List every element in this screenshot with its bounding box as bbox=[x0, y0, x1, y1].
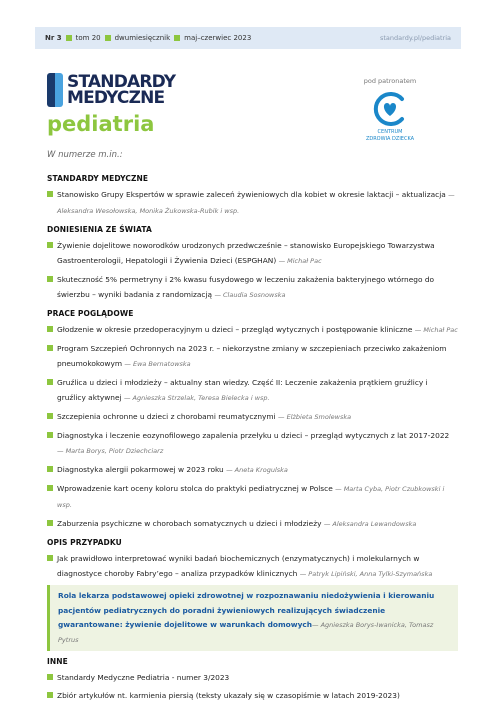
article-link[interactable] bbox=[47, 322, 458, 338]
section-heading: OPIS PRZYPADKU bbox=[47, 538, 122, 547]
green-bullet-icon bbox=[47, 345, 53, 351]
article-title: Diagnostyka alergii pokarmowej w 2023 roku bbox=[57, 465, 224, 474]
article-authors: — Michał Pac bbox=[278, 257, 322, 265]
article-link[interactable] bbox=[47, 670, 458, 685]
article-link[interactable] bbox=[47, 272, 458, 303]
article-link[interactable] bbox=[47, 462, 458, 478]
article-link[interactable] bbox=[47, 341, 458, 372]
green-bullet-icon bbox=[47, 326, 53, 332]
journal-subtitle: pediatria bbox=[47, 112, 155, 136]
article-authors: — Aneta Krogulska bbox=[226, 466, 288, 474]
article-title: Program Szczepień Ochronnych na 2023 r. – niekorzystne zmiany w szczepieniach przeciwko zakażeniom pneumokokowym bbox=[57, 344, 447, 368]
article-authors: — Aleksandra Wesołowska, Monika Żukowska-Rubik i wsp. bbox=[57, 191, 455, 215]
article-authors: — Marta Cyba, Piotr Czubkowski i wsp. bbox=[57, 485, 445, 509]
green-bullet-icon bbox=[47, 379, 53, 385]
article-authors: — Aleksandra Lewandowska bbox=[323, 520, 417, 528]
journal-logo[interactable] bbox=[47, 73, 175, 107]
article-link[interactable] bbox=[47, 551, 458, 582]
patronage bbox=[355, 77, 425, 143]
article-link[interactable] bbox=[47, 428, 458, 459]
article-authors: — Elżbieta Smolewska bbox=[278, 413, 352, 421]
green-bullet-icon bbox=[47, 276, 53, 282]
green-bullet-icon bbox=[47, 692, 53, 698]
green-bullet-icon bbox=[47, 191, 53, 197]
green-bullet-icon bbox=[47, 432, 53, 438]
czd-logo-icon bbox=[372, 91, 408, 127]
article-link[interactable] bbox=[47, 516, 458, 532]
article-authors: — Marta Borys, Piotr Dziechciarz bbox=[57, 447, 164, 455]
featured-article-title: Rola lekarza podstawowej opieki zdrowotnej w rozpoznawaniu niedożywienia i kierowaniu pacjentów pediatrycznych do poradni żywieniowych realizujących świadczenie gwarantowane: żywienie dojelitowe w warunkach domowych bbox=[58, 591, 435, 629]
article-title: Wprowadzenie kart oceny koloru stolca do praktyki pediatrycznej w Polsce bbox=[57, 484, 333, 493]
green-bullet-icon bbox=[47, 674, 53, 680]
section-heading: INNE bbox=[47, 657, 68, 666]
article-link[interactable] bbox=[47, 187, 458, 219]
site-url-link[interactable]: standardy.pl/pediatria bbox=[380, 34, 451, 42]
article-link[interactable] bbox=[47, 375, 458, 406]
issue-number: Nr 3 bbox=[45, 34, 62, 42]
article-title: Żywienie dojelitowe noworodków urodzonych przedwcześnie – stanowisko Europejskiego Towarzystwa Gastroenterologii, Hepatologii i Żywienia Dzieci (ESPGHAN) bbox=[57, 241, 435, 265]
green-square-icon bbox=[105, 35, 111, 41]
green-bullet-icon bbox=[47, 520, 53, 526]
green-bullet-icon bbox=[47, 485, 53, 491]
article-authors: — Michał Pac bbox=[414, 326, 458, 334]
article-authors: — Ewa Bernatowska bbox=[124, 360, 191, 368]
frequency: dwumiesięcznik bbox=[114, 34, 171, 42]
volume: tom 20 bbox=[75, 34, 101, 42]
article-title: Zaburzenia psychiczne w chorobach somatycznych u dzieci i młodzieży bbox=[57, 519, 322, 528]
article-title: Standardy Medyczne Pediatria - numer 3/2023 bbox=[57, 673, 230, 682]
article-title: Stanowisko Grupy Ekspertów w sprawie zaleceń żywieniowych dla kobiet w okresie laktacji – aktualizacja bbox=[57, 190, 446, 199]
section-heading: PRACE POGLĄDOWE bbox=[47, 309, 134, 318]
article-link[interactable] bbox=[47, 688, 458, 703]
period: maj–czerwiec 2023 bbox=[184, 34, 252, 42]
section-heading: DONIESIENIA ZE ŚWIATA bbox=[47, 225, 152, 234]
article-title: Głodzenie w okresie przedoperacyjnym u dzieci – przegląd wytycznych i postępowanie kliniczne bbox=[57, 325, 413, 334]
green-bullet-icon bbox=[47, 242, 53, 248]
article-link[interactable] bbox=[47, 409, 458, 425]
issue-info bbox=[45, 34, 251, 42]
section-heading: STANDARDY MEDYCZNE bbox=[47, 174, 149, 183]
article-authors: — Patryk Lipiński, Anna Tylki-Szymańska bbox=[299, 570, 433, 578]
logo-text: STANDARDY MEDYCZNE bbox=[67, 72, 176, 108]
green-square-icon bbox=[174, 35, 180, 41]
article-title: Gruźlica u dzieci i młodzieży – aktualny stan wiedzy. Część II: Leczenie zakażenia prątkiem gruźlicy i gruźlicy aktywnej bbox=[57, 378, 428, 402]
article-title: Zbiór artykułów nt. karmienia piersią (teksty ukazały się w czasopiśmie w latach 2019-2023) bbox=[57, 691, 400, 700]
article-title: Skuteczność 5% permetryny i 2% kwasu fusydowego w leczeniu zakażenia bakteryjnego wtórnego do świerzbu – wyniki badania z randomizacją bbox=[57, 275, 435, 299]
table-of-contents bbox=[47, 168, 458, 706]
article-link[interactable] bbox=[47, 238, 458, 269]
green-bullet-icon bbox=[47, 466, 53, 472]
intro-text: W numerze m.in.: bbox=[47, 150, 123, 160]
article-authors: — Agnieszka Strzelak, Teresa Bielecka i wsp. bbox=[123, 394, 270, 402]
patronage-label: pod patronatem bbox=[363, 77, 417, 85]
green-bullet-icon bbox=[47, 555, 53, 561]
article-title: Diagnostyka i leczenie eozynofilowego zapalenia przełyku u dzieci – przegląd wytycznych z lat 2017-2022 bbox=[57, 431, 450, 440]
article-title: Jak prawidłowo interpretować wyniki badań biochemicznych (enzymatycznych) i molekularnych w diagnostyce choroby Fabry’ego – analiza przypadków klinicznych bbox=[57, 554, 420, 578]
green-bullet-icon bbox=[47, 413, 53, 419]
logo-mark-icon bbox=[47, 73, 64, 107]
header-bar bbox=[35, 27, 461, 49]
featured-article-link[interactable] bbox=[47, 585, 458, 651]
green-square-icon bbox=[66, 35, 72, 41]
featured-article-authors: — Agnieszka Borys-Iwanicka, Tomasz Pytrus bbox=[58, 621, 434, 644]
article-title: Szczepienia ochronne u dzieci z chorobami reumatycznymi bbox=[57, 412, 276, 421]
article-authors: — Claudia Sosnowska bbox=[214, 291, 286, 299]
patronage-org: CENTRUM ZDROWIA DZIECKA bbox=[365, 129, 415, 142]
article-link[interactable] bbox=[47, 481, 458, 513]
